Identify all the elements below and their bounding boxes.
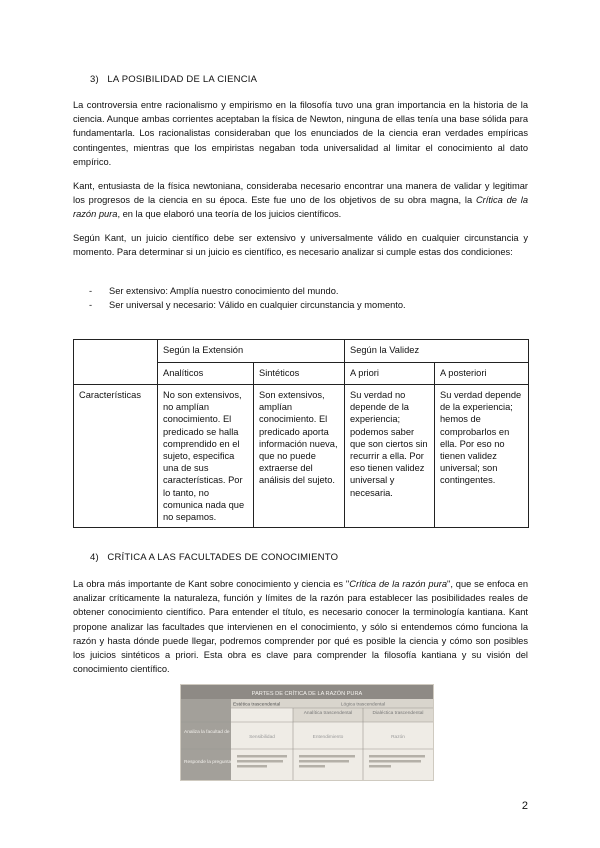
section-3-heading — [90, 74, 257, 85]
section-3-number: 3) — [90, 74, 99, 85]
judgments-table — [73, 339, 529, 528]
image-col-esthetic: Estética trascendental — [233, 702, 281, 708]
section-3-paragraph-3: Según Kant, un juicio científico debe ser extensivo y universalmente válido en cualquier circunstancia y momento. Para determinar si un juicio es científico, es necesario analizar si cumple estas dos condiciones: — [73, 233, 528, 258]
section-3-title: LA POSIBILIDAD DE LA CIENCIA — [107, 74, 258, 85]
book-title: Crítica de la razón pura — [73, 195, 528, 220]
conditions-list — [73, 284, 528, 312]
critique-parts-image — [180, 684, 434, 781]
image-sub-dialectic: Dialéctica trascendental — [372, 711, 424, 716]
list-item: - Ser extensivo: Amplía nuestro conocimiento del mundo. — [89, 286, 339, 296]
section-4-heading — [90, 552, 338, 563]
section-3-paragraph-2: Kant, entusiasta de la física newtoniana, consideraba necesario encontrar una manera de validar y legitimar los progresos de la ciencia en su época. Este fue uno de los objetivos de su obra magna, la Crítica de la razón pura, en la que elaboró una teoría de los juicios científicos. — [73, 181, 528, 220]
image-cell-sensibility: Sensibilidad — [249, 735, 275, 740]
row-label-characteristics: Características — [74, 385, 158, 528]
cell-synthetic: Son extensivos, amplían conocimiento. El predicado aporta información nueva, que no puede extraerse del análisis del sujeto. — [254, 385, 345, 528]
section-4-paragraph: La obra más importante de Kant sobre conocimiento y ciencia es "Crítica de la razón pura", que se enfoca en analizar críticamente la naturaleza, función y límites de la razón para establecer las posibilidades reales de obtener conocimiento científico. Para entender el título, es necesario conocer la terminología kantiana. Kant propone analizar las facultades que intervienen en el conocimiento, y sólo si entendemos cómo funciona la razón y hasta dónde puede llegar, podremos comprender por qué es posible la ciencia y cómo son posibles los juicios sintéticos a priori. Esta obra es clave para comprender la filosofía kantiana y su visión del conocimiento científico. — [73, 579, 528, 675]
table-corner-cell — [74, 340, 158, 385]
book-title: Crítica de la razón pura — [349, 579, 448, 589]
header-synthetic: Sintéticos — [254, 363, 345, 385]
image-row-analyzes: Analiza la facultad de — [184, 730, 230, 735]
list-item: - Ser universal y necesario: Válido en cualquier circunstancia y momento. — [89, 300, 406, 310]
image-row-answers: Responde la pregunta — [184, 760, 232, 765]
table-row — [74, 385, 529, 528]
cell-apriori: Su verdad no depende de la experiencia; podemos saber que son ciertos sin recurrir a ella. Por eso tienen validez universal y necesaria. — [345, 385, 435, 528]
image-title: PARTES DE CRÍTICA DE LA RAZÓN PURA — [251, 691, 363, 697]
image-col-logic: Lógica trascendental — [340, 702, 386, 708]
page-number: 2 — [521, 800, 528, 812]
image-cell-reason: Razón — [391, 735, 405, 740]
header-extension: Según la Extensión — [158, 340, 345, 363]
image-cell-understanding: Entendimiento — [312, 735, 344, 740]
header-analytic: Analíticos — [158, 363, 254, 385]
section-4-number: 4) — [90, 552, 99, 563]
header-validity: Según la Validez — [345, 340, 529, 363]
cell-analytic: No son extensivos, no amplían conocimiento. El predicado se halla comprendido en el sujeto, especifica una de sus características. Por lo tanto, no comunica nada que no sepamos. — [158, 385, 254, 528]
header-apriori: A priori — [345, 363, 435, 385]
cell-aposteriori: Su verdad depende de la experiencia; hemos de comprobarlos en ella. Por eso no tienen validez universal; son contingentes. — [435, 385, 529, 528]
image-sub-analytic: Analítica trascendental — [303, 711, 353, 716]
section-3-paragraph-1: La controversia entre racionalismo y empirismo en la filosofía tuvo una gran importancia en la historia de la ciencia. Aunque ambas corrientes aceptaban la física de Newton, ninguna de ellas tenía una base sólida para fundamentarla. Los racionalistas consideraban que los enunciados de la ciencia eran verdades empíricas contingentes, mientras que los empiristas negaban toda universalidad al limitar el conocimiento al dato empírico. — [73, 100, 528, 167]
section-4-title: CRÍTICA A LAS FACULTADES DE CONOCIMIENTO — [107, 552, 339, 563]
header-aposteriori: A posteriori — [435, 363, 529, 385]
